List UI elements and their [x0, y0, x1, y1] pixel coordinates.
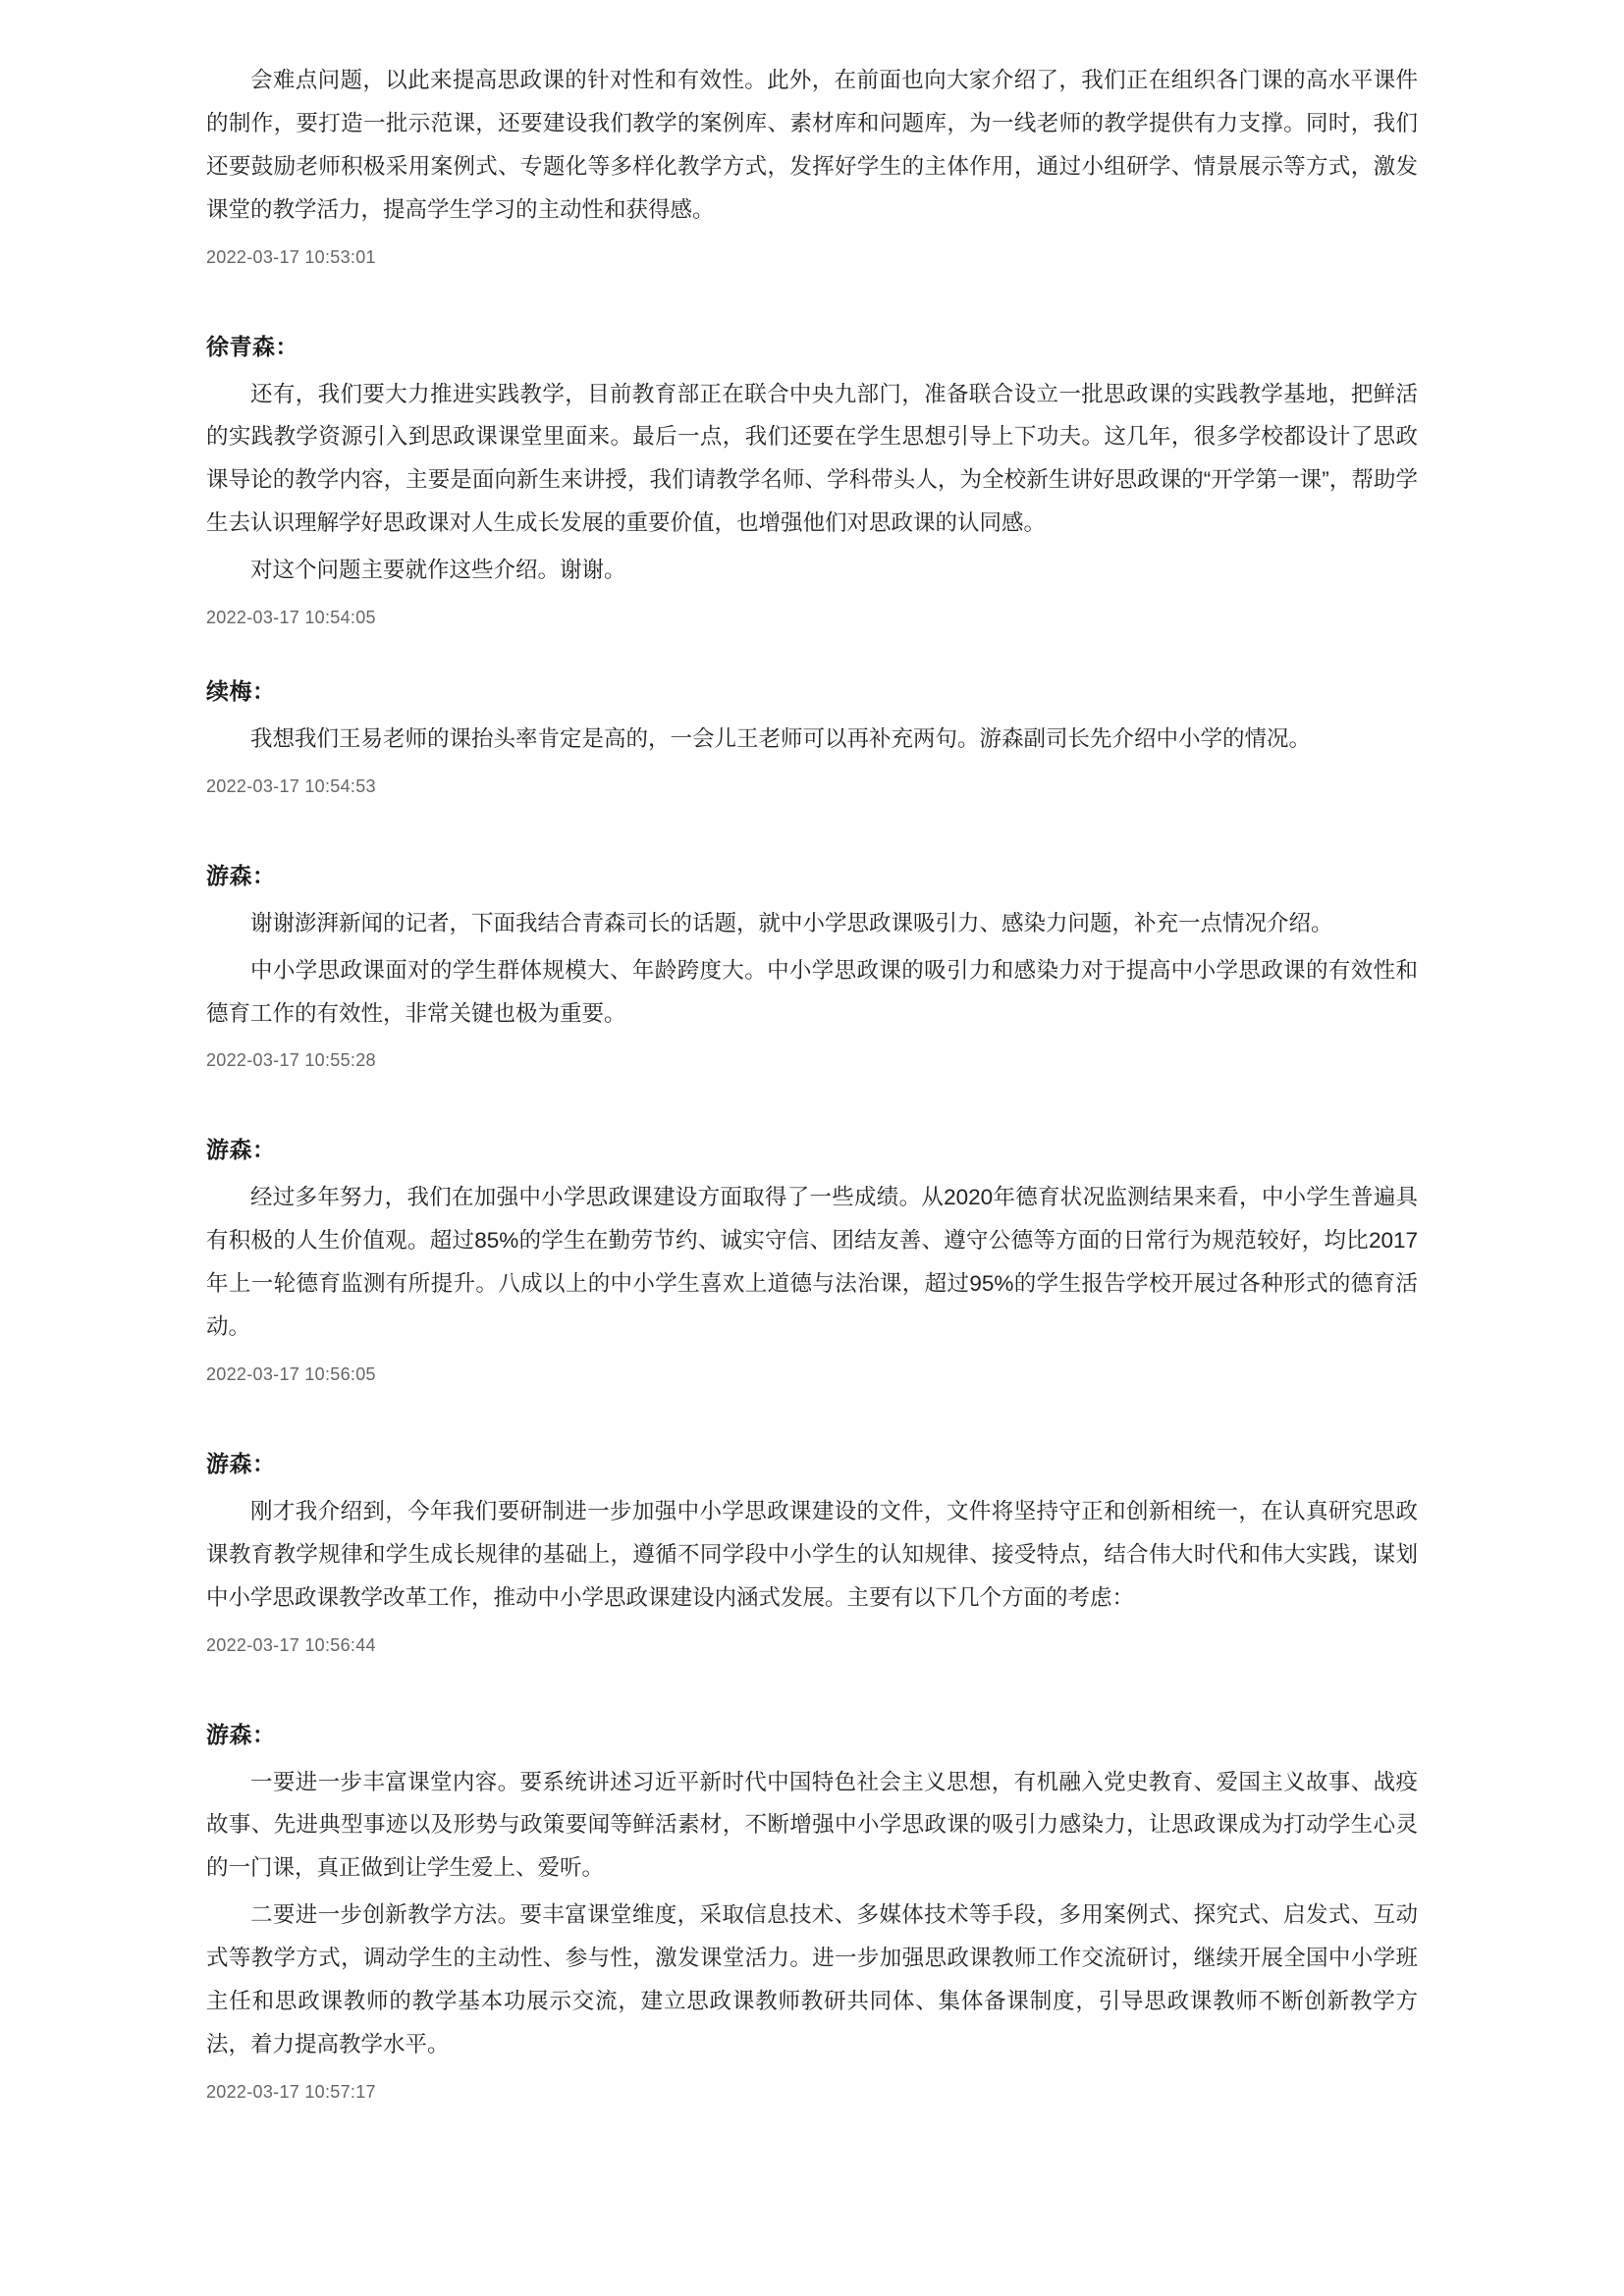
- transcript-entry: [206, 858, 1418, 1072]
- paragraph: 谢谢澎湃新闻的记者，下面我结合青森司长的话题，就中小学思政课吸引力、感染力问题，补充一点情况介绍。: [250, 910, 1333, 935]
- transcript-entry: [206, 1446, 1418, 1656]
- entry-timestamp: 2022-03-17 10:57:17: [206, 2081, 376, 2102]
- transcript-entry: [206, 59, 1418, 268]
- entry-spacer: [206, 1071, 1418, 1132]
- transcript-entry: [206, 1132, 1418, 1385]
- transcript-body: [206, 59, 1418, 2103]
- transcript-entry: [206, 673, 1418, 797]
- paragraph: 对这个问题主要就作这些介绍。谢谢。: [250, 558, 626, 582]
- entry-timestamp: 2022-03-17 10:54:53: [206, 775, 376, 796]
- speaker-name: 游森：: [206, 862, 276, 888]
- paragraph: 还有，我们要大力推进实践教学，目前教育部正在联合中央九部门，准备联合设立一批思政课的实践教学基地，把鲜活的实践教学资源引入到思政课课堂里面来。最后一点，我们还要在学生思想引导上下功夫。这几年，很多学校都设计了思政课导论的教学内容，主要是面向新生来讲授，我们请教学名师、学科带头人，为全校新生讲好思政课的“开学第一课”，帮助学生去认识理解学好思政课对人生成长发展的重要价值，也增强他们对思政课的认同感。: [206, 381, 1418, 536]
- paragraph: 刚才我介绍到，今年我们要研制进一步加强中小学思政课建设的文件，文件将坚持守正和创新相统一，在认真研究思政课教育教学规律和学生成长规律的基础上，遵循不同学段中小学生的认知规律、接受特点，结合伟大时代和伟大实践，谋划中小学思政课教学改革工作，推动中小学思政课建设内涵式发展。主要有以下几个方面的考虑：: [206, 1498, 1418, 1610]
- entry-spacer: [206, 268, 1418, 329]
- entry-timestamp: 2022-03-17 10:56:44: [206, 1634, 376, 1655]
- speaker-name: 游森：: [206, 1721, 276, 1747]
- paragraph: 中小学思政课面对的学生群体规模大、年龄跨度大。中小学思政课的吸引力和感染力对于提高中小学思政课的有效性和德育工作的有效性，非常关键也极为重要。: [206, 957, 1418, 1026]
- paragraph: 我想我们王易老师的课抬头率肯定是高的，一会儿王老师可以再补充两句。游森副司长先介绍中小学的情况。: [250, 725, 1312, 751]
- paragraph: 会难点问题，以此来提高思政课的针对性和有效性。此外，在前面也向大家介绍了，我们正在组织各门课的高水平课件的制作，要打造一批示范课，还要建设我们教学的案例库、素材库和问题库，为一线老师的教学提供有力支撑。同时，我们还要鼓励老师积极采用案例式、专题化等多样化教学方式，发挥好学生的主体作用，通过小组研学、情景展示等方式，激发课堂的教学活力，提高学生学习的主动性和获得感。: [206, 68, 1418, 222]
- speaker-name: 续梅：: [206, 677, 276, 704]
- entry-spacer: [206, 1656, 1418, 1717]
- speaker-name: 游森：: [206, 1137, 276, 1163]
- entry-spacer: [206, 797, 1418, 858]
- entry-timestamp: 2022-03-17 10:53:01: [206, 246, 376, 267]
- speaker-name: 游森：: [206, 1450, 276, 1476]
- entry-spacer: [206, 1385, 1418, 1446]
- transcript-entry: [206, 329, 1418, 628]
- entry-timestamp: 2022-03-17 10:54:05: [206, 607, 376, 627]
- entry-spacer: [206, 628, 1418, 673]
- entry-timestamp: 2022-03-17 10:55:28: [206, 1050, 376, 1071]
- paragraph: 二要进一步创新教学方法。要丰富课堂维度，采取信息技术、多媒体技术等手段，多用案例式、探究式、启发式、互动式等教学方式，调动学生的主动性、参与性，激发课堂活力。进一步加强思政课教师工作交流研讨，继续开展全国中小学班主任和思政课教师的教学基本功展示交流，建立思政课教师教研共同体、集体备课制度，引导思政课教师不断创新教学方法，着力提高教学水平。: [206, 1902, 1418, 2056]
- transcript-entry: [206, 1717, 1418, 2103]
- paragraph: 经过多年努力，我们在加强中小学思政课建设方面取得了一些成绩。从2020年德育状况监测结果来看，中小学生普遍具有积极的人生价值观。超过85%的学生在勤劳节约、诚实守信、团结友善、遵守公德等方面的日常行为规范较好，均比2017年上一轮德育监测有所提升。八成以上的中小学生喜欢上道德与法治课，超过95%的学生报告学校开展过各种形式的德育活动。: [206, 1185, 1418, 1339]
- paragraph: 一要进一步丰富课堂内容。要系统讲述习近平新时代中国特色社会主义思想，有机融入党史教育、爱国主义故事、战疫故事、先进典型事迹以及形势与政策要闻等鲜活素材，不断增强中小学思政课的吸引力感染力，让思政课成为打动学生心灵的一门课，真正做到让学生爱上、爱听。: [206, 1769, 1418, 1881]
- entry-timestamp: 2022-03-17 10:56:05: [206, 1363, 376, 1384]
- speaker-name: 徐青森：: [206, 333, 298, 359]
